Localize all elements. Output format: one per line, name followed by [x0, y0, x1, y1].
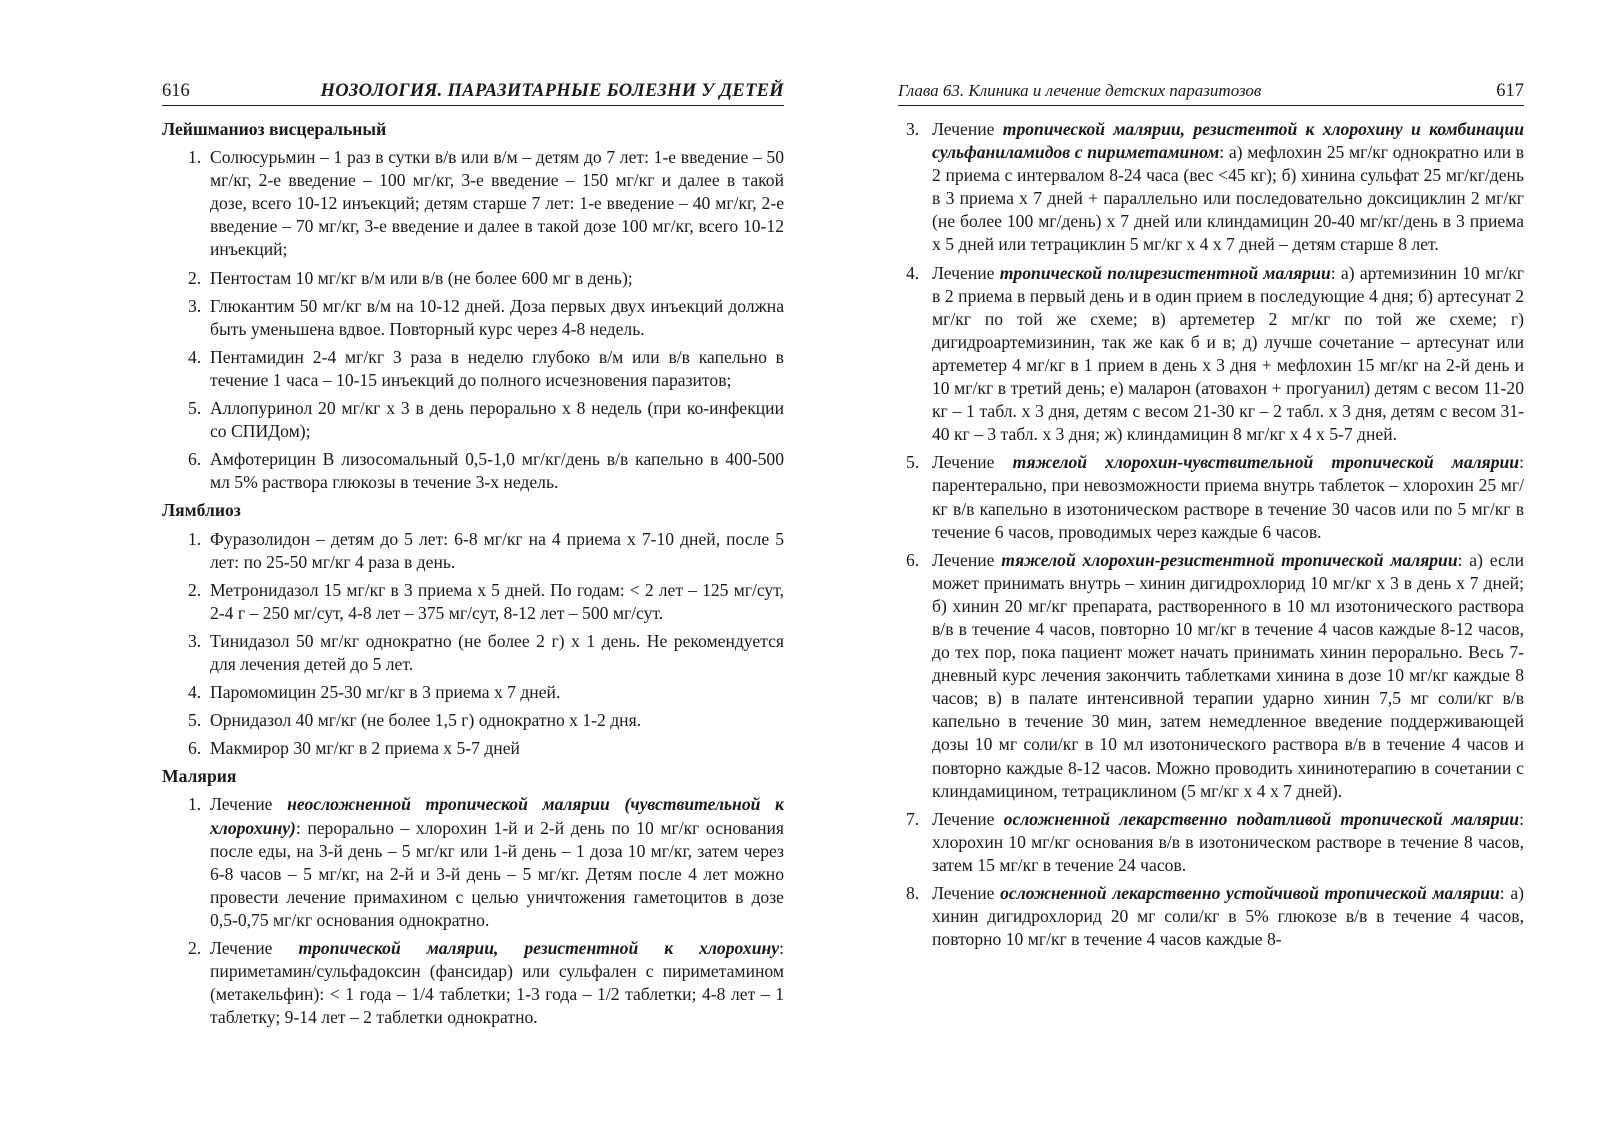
list-item: 1. Лечение неосложненной тропической малярии (чувствительной к хлорохину): перорально – хлорохин 1-й и 2-й день по 10 мг/кг основания после еды, на 3-й день – 5 мг/кг или 1-й день – 1 доза 10 мг/кг, затем через 6-8 часов – 5 мг/кг, на 2-й и 3-й день – 5 мг/кг. Детям после 4 лет можно провести лечение примахином с целью уничтожения гаметоцитов в дозе 0,5-0,75 мг/кг основания однократно. — [188, 794, 784, 930]
list-item: 4. Пентамидин 2-4 мг/кг 3 раза в неделю глубоко в/м или в/в капельно в течение 1 часа – 10-15 инъекций до полного исчезновения паразитов; — [188, 346, 784, 390]
left-page-header — [162, 80, 784, 106]
section-heading: Лейшманиоз висцеральный — [162, 119, 387, 139]
list-item: 5. Лечение тяжелой хлорохин-чувствительной тропической малярии: парентерально, при невозможности приема внутрь таблеток – хлорохин 25 мг/кг в/в капельно в изотоническом растворе в течение 30 часов или по 5 мг/кг в течение 6 часов, проводимых через каждые 6 часов. — [906, 452, 1524, 542]
list-item: 7. Лечение осложненной лекарственно податливой тропической малярии: хлорохин 10 мг/кг основания в/в в изотоническом растворе в течение 8 часов, затем 15 мг/кг в течение 24 часов. — [906, 808, 1524, 875]
list-item: 6. Амфотерицин В лизосомальный 0,5-1,0 мг/кг/день в/в капельно в 400-500 мл 5% раствора глюкозы в течение 3-х недель. — [188, 449, 784, 493]
left-page-content — [162, 118, 784, 1029]
section-heading: Малярия — [162, 766, 237, 787]
list-item: 1. Солюсурьмин – 1 раз в сутки в/в или в/м – детям до 7 лет: 1-е введение – 50 мг/кг, 2-е введение – 100 мг/кг, 3-е введение – 150 мг/кг и далее в такой дозе, всего 10-12 инъекций; детям старше 7 лет: 1-е введение – 40 мг/кг, 2-е введение – 70 мг/кг, 3-е введение и далее в такой дозе 100 мг/кг, всего 10-12 инъекций; — [188, 147, 784, 260]
right-page-header — [898, 80, 1524, 106]
list-item: 5. Орнидазол 40 мг/кг (не более 1,5 г) однократно х 1-2 дня. — [188, 710, 642, 731]
running-title: НОЗОЛОГИЯ. ПАРАЗИТАРНЫЕ БОЛЕЗНИ У ДЕТЕЙ — [320, 81, 784, 101]
list-item: 5. Аллопуринол 20 мг/кг х 3 в день перорально х 8 недель (при ко-инфекции со СПИДом); — [188, 398, 784, 442]
page-number: 616 — [162, 81, 190, 101]
right-page — [898, 80, 1524, 956]
list-item: 6. Макмирор 30 мг/кг в 2 приема х 5-7 дней — [188, 738, 520, 759]
list-item: 2. Метронидазол 15 мг/кг в 3 приема х 5 дней. По годам: < 2 лет – 125 мг/сут, 2-4 г – 250 мг/сут, 4-8 лет – 375 мг/сут, 8-12 лет – 500 мг/сут. — [188, 579, 784, 623]
list-item: 3. Тинидазол 50 мг/кг однократно (не более 2 г) х 1 день. Не рекомендуется для лечения детей до 5 лет. — [188, 630, 784, 674]
list-item: 2. Лечение тропической малярии, резистентной к хлорохину: пириметамин/сульфадоксин (фансидар) или сульфален с пириметамином (метакельфин): < 1 года – 1/4 таблетки; 1-3 года – 1/2 таблетки; 4-8 лет – 1 таблетку; 9-14 лет – 2 таблетки однократно. — [188, 938, 784, 1028]
page-number: 617 — [1496, 81, 1524, 101]
section-heading: Лямблиоз — [162, 500, 241, 521]
list-item: 3. Лечение тропической малярии, резистентой к хлорохину и комбинации сульфаниламидов с пириметамином: а) мефлохин 25 мг/кг однократно или в 2 приема с интервалом 8-24 часа (вес <45 кг); б) хинина сульфат 25 мг/кг/день в 3 приема х 7 дней + параллельно или последовательно доксициклин 2 мг/кг (не более 100 мг/день) х 7 дней или клиндамицин 20-40 мг/кг/день в 3 приема х 5 дней или тетрациклин 5 мг/кг х 4 х 7 дней – детям старше 8 лет. — [906, 119, 1525, 255]
list-item: 3. Глюкантим 50 мг/кг в/м на 10-12 дней. Доза первых двух инъекций должна быть уменьшена вдвое. Повторный курс через 4-8 недель. — [188, 295, 784, 339]
running-title: Глава 63. Клиника и лечение детских паразитозов — [898, 81, 1262, 100]
list-item: 6. Лечение тяжелой хлорохин-резистентной тропической малярии: а) если может принимать внутрь – хинин дигидрохлорид 10 мг/кг х 3 в день х 7 дней; б) хинин 20 мг/кг препарата, растворенного в 10 мл изотонического раствора в/в в течение 4 часов, повторно 10 мг/кг в течение 4 часов каждые 8-12 часов, до тех пор, пока пациент может начать принимать хинин перорально. Весь 7-дневный курс лечения закончить таблетками хинина в дозе 10 мг/кг каждые 8 часов; в) в палате интенсивной терапии ударно хинин 7,5 мг соли/кг в/в капельно в течение 30 мин, затем немедленное введение поддерживающей дозы 10 мг соли/кг в 10 мл изотонического раствора в/в в течение 4 часов и повторно каждые 8-12 часов. Можно проводить хининотерапию в сочетании с клиндамицином, тетрациклином (5 мг/кг х 4 х 7 дней). — [906, 549, 1524, 801]
left-page — [162, 80, 784, 1034]
drug-list — [162, 793, 784, 1029]
list-item: 1. Фуразолидон – детям до 5 лет: 6-8 мг/кг на 4 приема х 7-10 дней, после 5 лет: по 25-50 мг/кг 4 раза в день. — [188, 528, 784, 572]
list-item: 8. Лечение осложненной лекарственно устойчивой тропической малярии: а) хинин дигидрохлорид 20 мг соли/кг в 5% глюкозе в/в в течение 4 часов, повторно 10 мг/кг в течение 4 часов каждые 8- — [906, 883, 1524, 950]
right-page-content — [898, 118, 1524, 951]
list-item: 4. Паромомицин 25-30 мг/кг в 3 приема х 7 дней. — [188, 682, 561, 703]
drug-list — [162, 146, 784, 494]
list-item: 2. Пентостам 10 мг/кг в/м или в/в (не более 600 мг в день); — [188, 267, 633, 288]
drug-list — [162, 528, 784, 761]
list-item: 4. Лечение тропической полирезистентной малярии: а) артемизинин 10 мг/кг в 2 приема в первый день и в один прием в последующие 4 дня; б) артесунат 2 мг/кг по той же схеме; в) артеметер 2 мг/кг по той же схеме; г) дигидроартемизинин, так же как б и в; д) лучше сочетание – артесунат или артеметер 4 мг/кг в 1 прием в день х 3 дня + мефлохин 15 мг/кг на 2-й день и 10 мг/кг в третий день; е) маларон (атовахон + прогуанил) детям с весом 11-20 кг – 1 табл. х 3 дня, детям с весом 21-30 кг – 2 табл. х 3 дня, детям с весом 31-40 кг – 3 табл. х 3 дня; ж) клиндамицин 8 мг/кг х 4 х 5-7 дней. — [906, 262, 1524, 445]
malaria-treatment-list — [898, 118, 1524, 951]
